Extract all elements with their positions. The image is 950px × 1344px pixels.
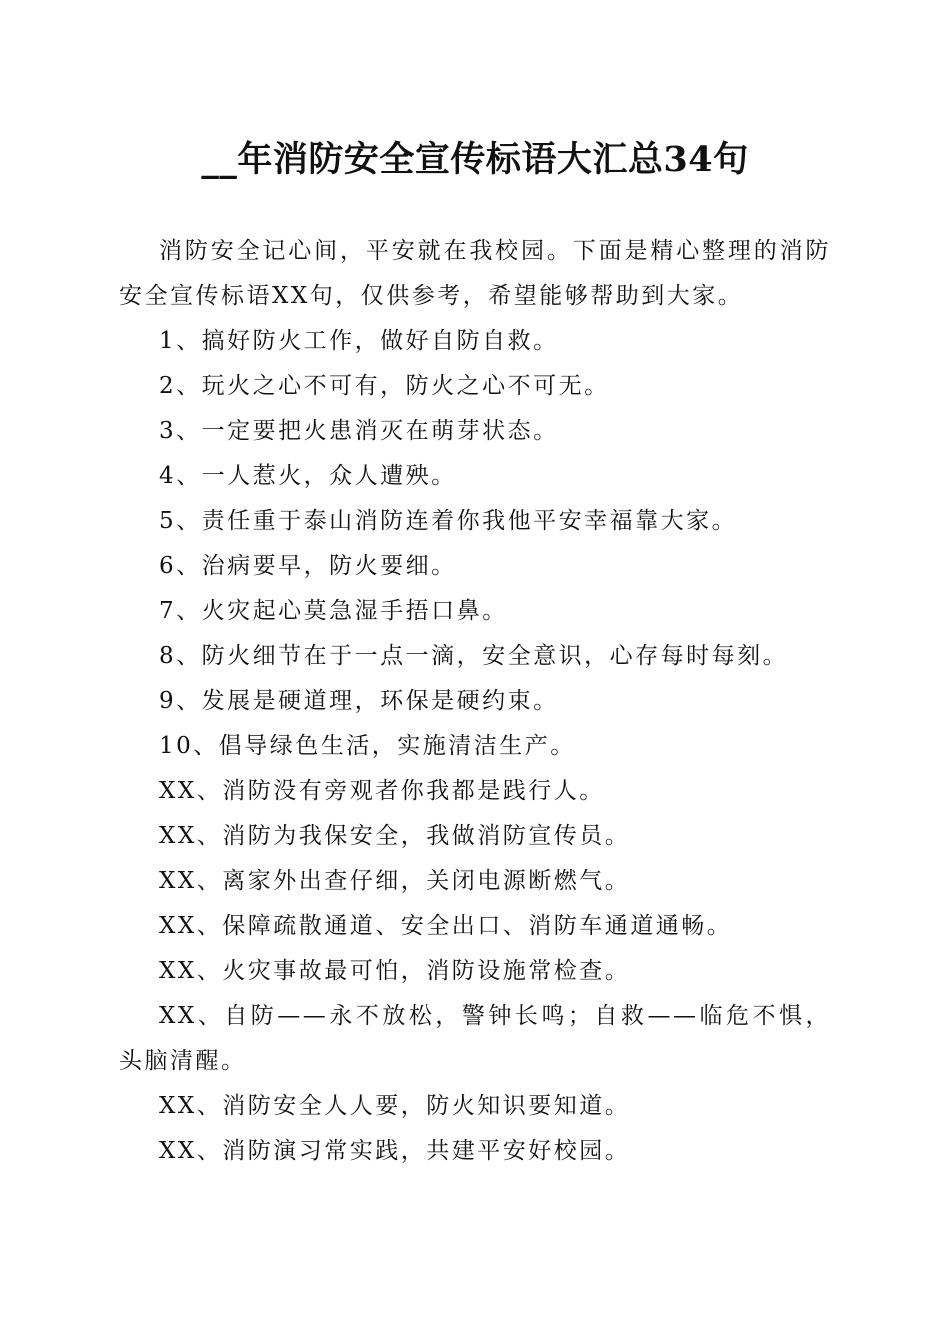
document-body [119, 229, 831, 1174]
slogan-item: 7、火灾起心莫急湿手捂口鼻。 [159, 598, 508, 624]
slogan-item: XX、消防没有旁观者你我都是践行人。 [159, 778, 605, 804]
slogan-item: 4、一人惹火，众人遭殃。 [159, 463, 457, 489]
intro-paragraph: 消防安全记心间，平安就在我校园。下面是精心整理的消防安全宣传标语XX句，仅供参考，希望能够帮助到大家。 [119, 238, 831, 309]
slogan-item: XX、消防为我保安全，我做消防宣传员。 [159, 823, 631, 849]
slogan-item: XX、消防安全人人要，防火知识要知道。 [159, 1093, 631, 1119]
slogan-item: 6、治病要早，防火要细。 [159, 553, 457, 579]
slogan-item: XX、火灾事故最可怕，消防设施常检查。 [159, 958, 631, 984]
slogan-item: XX、自防——永不放松，警钟长鸣；自救——临危不惧，头脑清醒。 [119, 1003, 831, 1074]
page-title: __年消防安全宣传标语大汇总34句 [201, 139, 749, 180]
slogan-item: 3、一定要把火患消灭在萌芽状态。 [159, 418, 559, 444]
slogan-item: 8、防火细节在于一点一滴，安全意识，心存每时每刻。 [159, 643, 789, 669]
slogan-item: XX、保障疏散通道、安全出口、消防车通道通畅。 [159, 913, 733, 939]
slogan-item: 9、发展是硬道理，环保是硬约束。 [159, 688, 559, 714]
slogan-item: 10、倡导绿色生活，实施清洁生产。 [159, 733, 576, 759]
slogan-item: 5、责任重于泰山消防连着你我他平安幸福靠大家。 [159, 508, 738, 534]
slogan-item: 1、搞好防火工作，做好自防自救。 [159, 328, 559, 354]
slogan-item: XX、消防演习常实践，共建平安好校园。 [159, 1138, 631, 1164]
slogan-item: 2、玩火之心不可有，防火之心不可无。 [159, 373, 610, 399]
slogan-item: XX、离家外出查仔细，关闭电源断燃气。 [159, 868, 631, 894]
